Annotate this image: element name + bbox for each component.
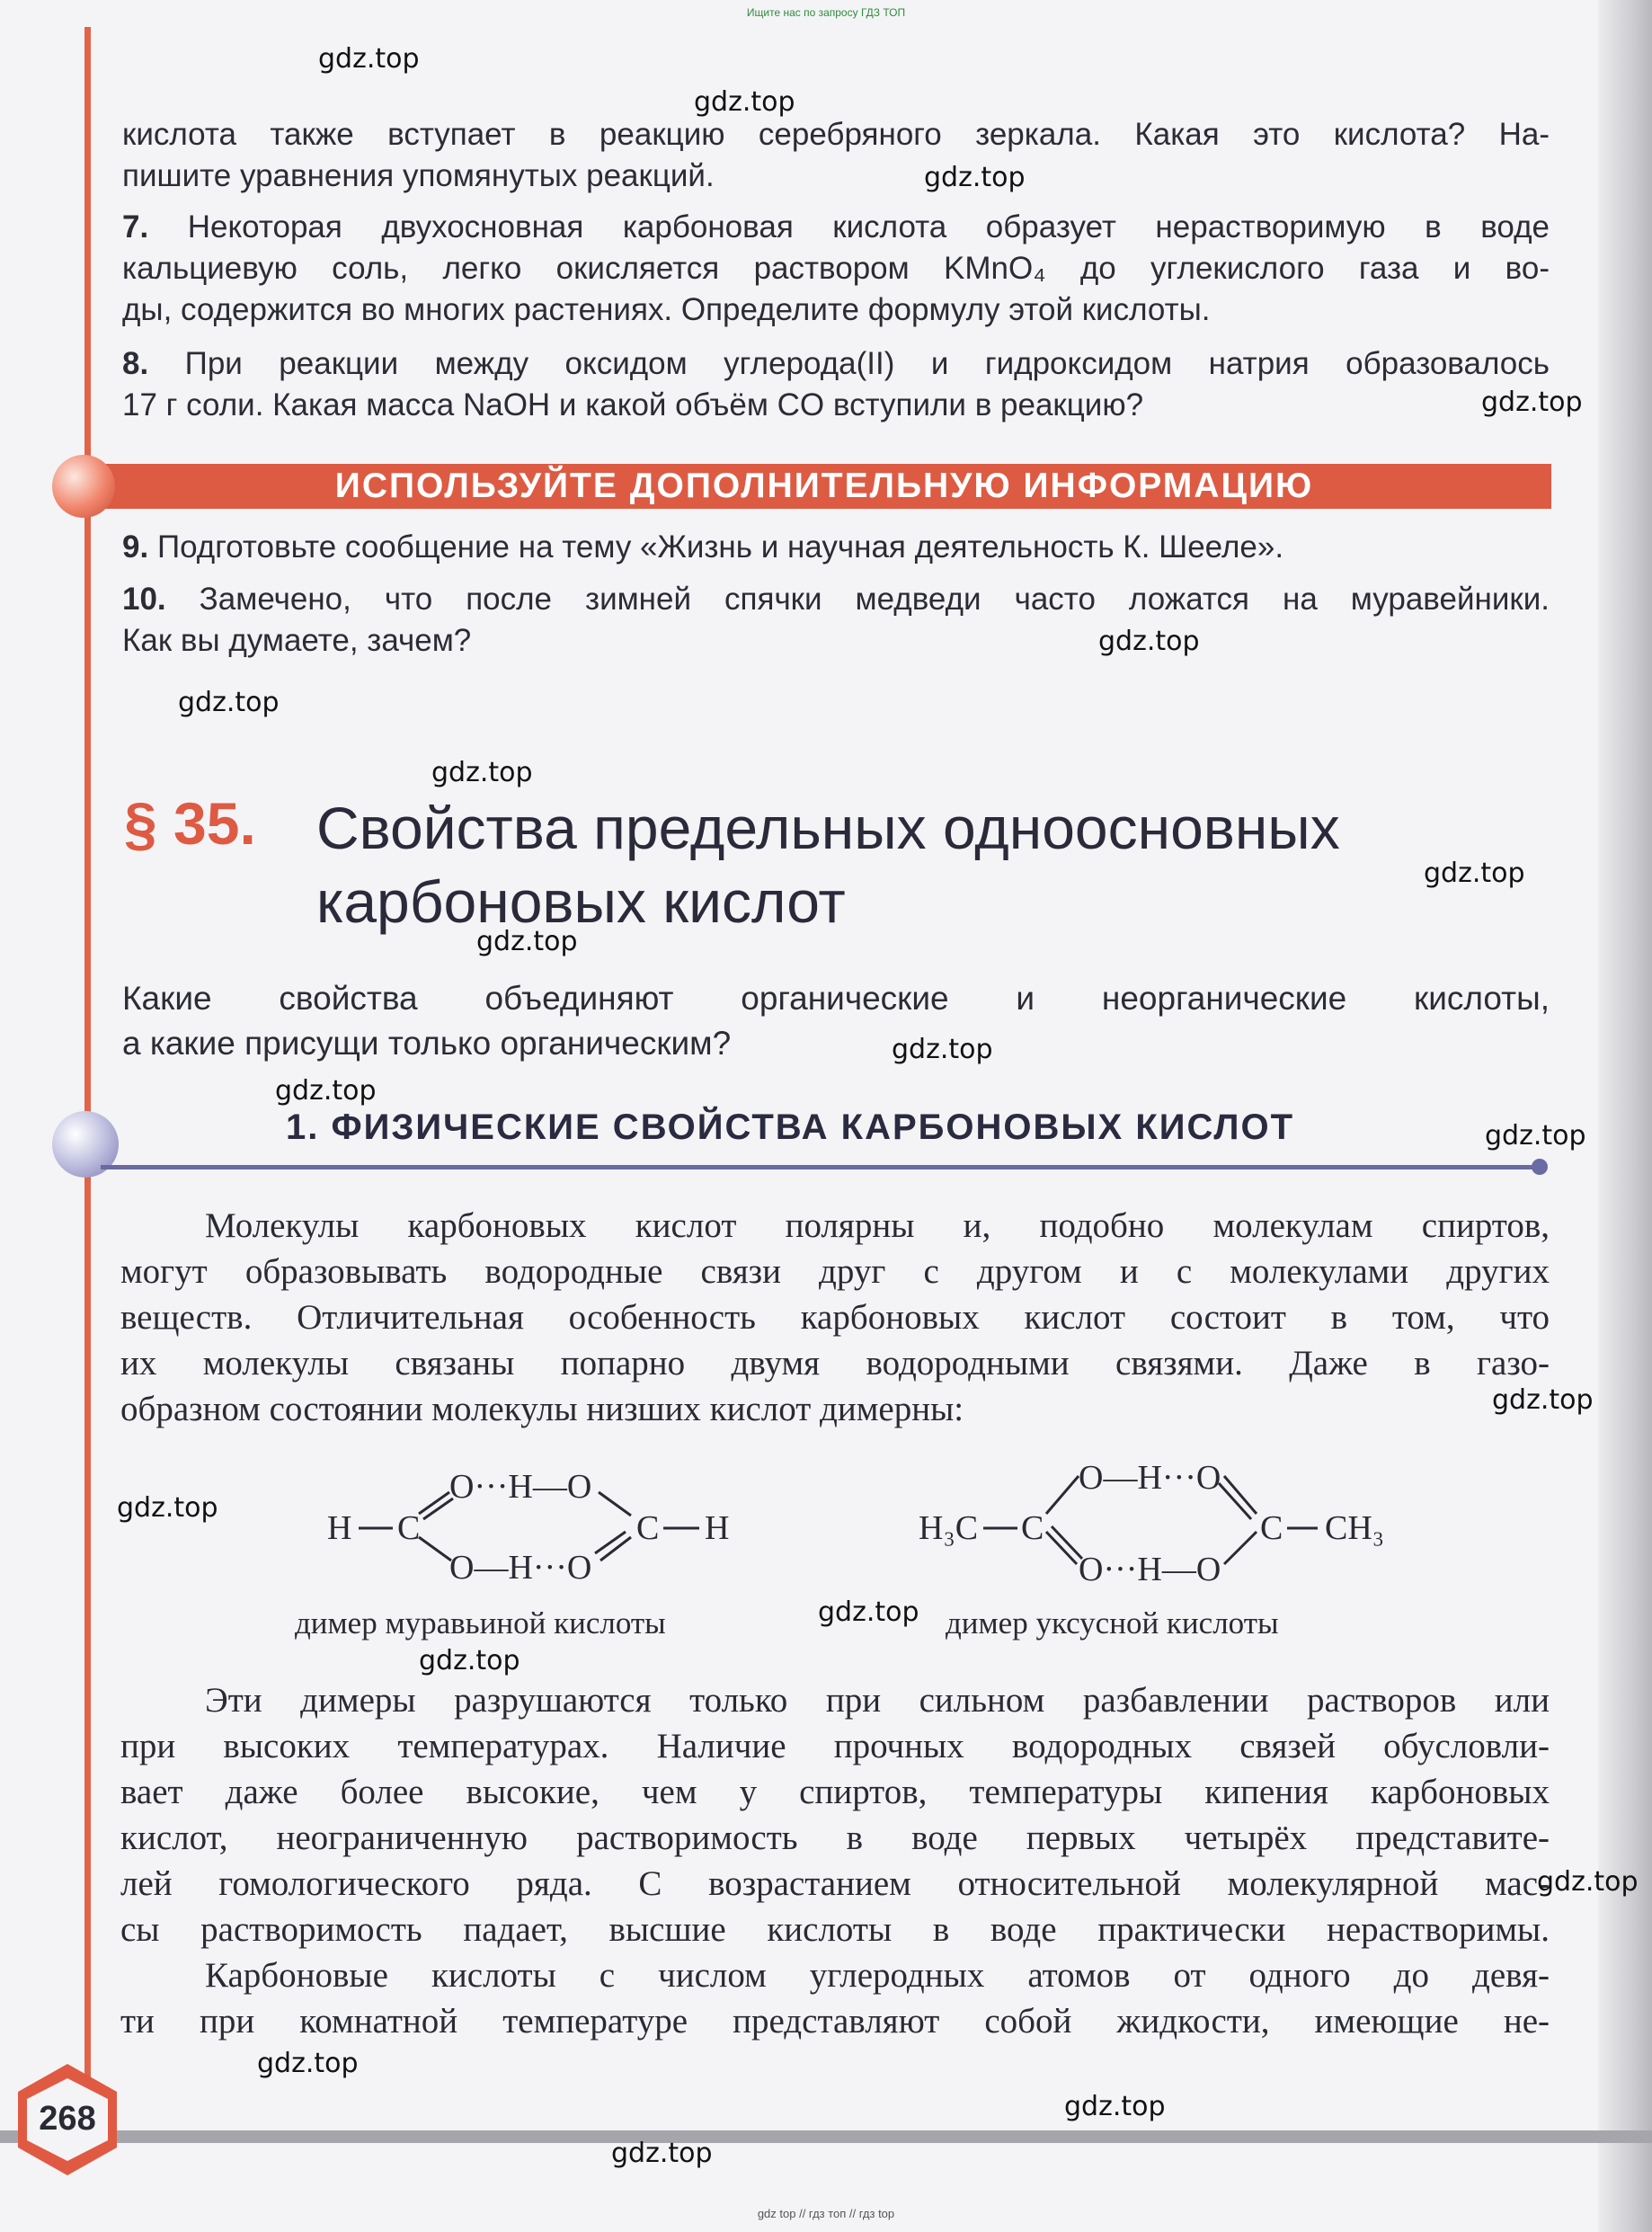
acetic-dimer-caption: димер уксусной кислоты bbox=[946, 1605, 1279, 1641]
watermark: gdz.top bbox=[431, 757, 533, 788]
task8-line-1: 8. При реакции между оксидом углерода(II) и гидроксидом натрия образовалось bbox=[122, 346, 1550, 381]
watermark: gdz.top bbox=[1098, 626, 1200, 657]
extra-info-banner: ИСПОЛЬЗУЙТЕ ДОПОЛНИТЕЛЬНУЮ ИНФОРМАЦИЮ bbox=[97, 464, 1551, 509]
watermark: gdz.top bbox=[275, 1075, 377, 1107]
task9-number: 9. bbox=[122, 529, 149, 565]
body1-line-5: образном состоянии молекулы низших кислот димерны: bbox=[120, 1390, 964, 1428]
watermark: gdz.top bbox=[1064, 2091, 1166, 2122]
acetic-top-chain: O—H···O bbox=[1079, 1459, 1221, 1497]
formic-top-chain: O···H—O bbox=[449, 1468, 592, 1506]
task6-line-2: пишите уравнения упомянутых реакций. bbox=[122, 158, 715, 193]
task10-number: 10. bbox=[122, 582, 166, 617]
watermark: gdz.top bbox=[257, 2048, 359, 2079]
task7-line-1: 7. Некоторая двухосновная карбоновая кислота образует нерастворимую в воде bbox=[122, 209, 1550, 245]
margin-line bbox=[84, 27, 91, 2094]
body2-line-6: сы растворимость падает, высшие кислоты в воде практически нерастворимы. bbox=[120, 1910, 1550, 1949]
bottom-note: gdz top // гдз топ // гдз top bbox=[757, 2207, 895, 2220]
question-line-1: Какие свойства объединяют органические и неорганические кислоты, bbox=[122, 980, 1550, 1017]
watermark: gdz.top bbox=[924, 162, 1026, 193]
body2-line-2: при высоких температурах. Наличие прочных водородных связей обусловли- bbox=[120, 1727, 1550, 1765]
watermark: gdz.top bbox=[1485, 1120, 1586, 1152]
watermark: gdz.top bbox=[1537, 1866, 1639, 1898]
task10-line-1: 10. Замечено, что после зимней спячки медведи часто ложатся на муравейники. bbox=[122, 582, 1550, 617]
body1-line-1: Молекулы карбоновых кислот полярны и, подобно молекулам спиртов, bbox=[205, 1206, 1550, 1245]
task8-number: 8. bbox=[122, 346, 149, 381]
watermark: gdz.top bbox=[818, 1596, 919, 1628]
acetic-right-branches bbox=[1217, 1463, 1266, 1578]
task10-line-2: Как вы думаете, зачем? bbox=[122, 623, 472, 658]
acetic-right-bond bbox=[1283, 1519, 1323, 1537]
banner-bullet-icon bbox=[52, 455, 115, 518]
formic-right-c: C bbox=[636, 1509, 660, 1547]
body2-line-3: вает даже более высокие, чем у спиртов, температуры кипения карбоновых bbox=[120, 1773, 1550, 1811]
body1-line-4: их молекулы связаны попарно двумя водородными связями. Даже в газо- bbox=[120, 1344, 1550, 1383]
formic-left-h: H bbox=[327, 1509, 352, 1547]
bottom-rule bbox=[0, 2130, 1652, 2143]
formic-bottom-chain: O—H···O bbox=[449, 1549, 592, 1587]
watermark: gdz.top bbox=[611, 2138, 713, 2169]
body2-line-4: кислот, неограниченную растворимость в воде первых четырёх представите- bbox=[120, 1819, 1550, 1857]
section-heading: 1. ФИЗИЧЕСКИЕ СВОЙСТВА КАРБОНОВЫХ КИСЛОТ bbox=[286, 1107, 1295, 1147]
formic-left-bond bbox=[355, 1519, 400, 1537]
task7-line-3: ды, содержится во многих растениях. Определите формулу этой кислоты. bbox=[122, 292, 1211, 327]
formic-right-branches bbox=[590, 1481, 638, 1571]
acetic-right-group: CH₃ bbox=[1325, 1509, 1385, 1547]
section-underline bbox=[101, 1165, 1539, 1169]
body2-line-5: лей гомологического ряда. С возрастанием относительной молекулярной мас- bbox=[120, 1864, 1550, 1903]
acetic-left-c: C bbox=[1021, 1509, 1044, 1547]
body1-line-3: веществ. Отличительная особенность карбоновых кислот состоит в том, что bbox=[120, 1298, 1550, 1337]
task9: 9. Подготовьте сообщение на тему «Жизнь и научная деятельность К. Шееле». bbox=[122, 529, 1284, 565]
body3-line-2: ти при комнатной температуре представляют собой жидкости, имеющие не- bbox=[120, 2002, 1550, 2041]
acetic-left-group: H₃C bbox=[919, 1509, 979, 1547]
watermark: gdz.top bbox=[476, 926, 578, 957]
watermark: gdz.top bbox=[892, 1034, 993, 1065]
task7-line-2: кальциевую соль, легко окисляется раствором KMnO₄ до углекислого газа и во- bbox=[122, 251, 1550, 286]
watermark: gdz.top bbox=[419, 1645, 520, 1676]
body3-line-1: Карбоновые кислоты с числом углеродных атомов от одного до девя- bbox=[205, 1956, 1550, 1995]
task8-line-2: 17 г соли. Какая масса NaOH и какой объём CO вступили в реакцию? bbox=[122, 387, 1144, 422]
body1-line-2: могут образовывать водородные связи друг с другом и с молекулами других bbox=[120, 1252, 1550, 1291]
watermark: gdz.top bbox=[178, 687, 280, 718]
task7-number: 7. bbox=[122, 209, 149, 245]
acetic-bottom-chain: O···H—O bbox=[1079, 1551, 1221, 1588]
paragraph-number: § 35. bbox=[124, 790, 256, 857]
body2-line-1: Эти димеры разрушаются только при сильном разбавлении растворов или bbox=[205, 1681, 1550, 1720]
acetic-right-c: C bbox=[1260, 1509, 1283, 1547]
watermark: gdz.top bbox=[1481, 387, 1583, 418]
watermark: gdz.top bbox=[1492, 1384, 1594, 1416]
page-number: 268 bbox=[39, 2100, 96, 2138]
task6-line-1: кислота также вступает в реакцию серебряного зеркала. Какая это кислота? На- bbox=[122, 117, 1550, 152]
formic-right-bond bbox=[660, 1519, 705, 1537]
formic-right-h: H bbox=[705, 1509, 730, 1547]
top-note: Ищите нас по запросу ГДЗ ТОП bbox=[746, 6, 906, 19]
acetic-left-bond bbox=[980, 1519, 1025, 1537]
watermark: gdz.top bbox=[694, 86, 795, 118]
formic-left-c: C bbox=[397, 1509, 421, 1547]
watermark: gdz.top bbox=[318, 43, 420, 75]
watermark: gdz.top bbox=[1424, 858, 1525, 889]
watermark: gdz.top bbox=[117, 1492, 218, 1524]
paragraph-title: Свойства предельных одноосновных карбоновых кислот bbox=[316, 795, 1340, 935]
section-underline-dot bbox=[1532, 1159, 1548, 1175]
question-line-2: а какие присущи только органическим? bbox=[122, 1025, 732, 1062]
formic-dimer-caption: димер муравьиной кислоты bbox=[295, 1605, 666, 1641]
